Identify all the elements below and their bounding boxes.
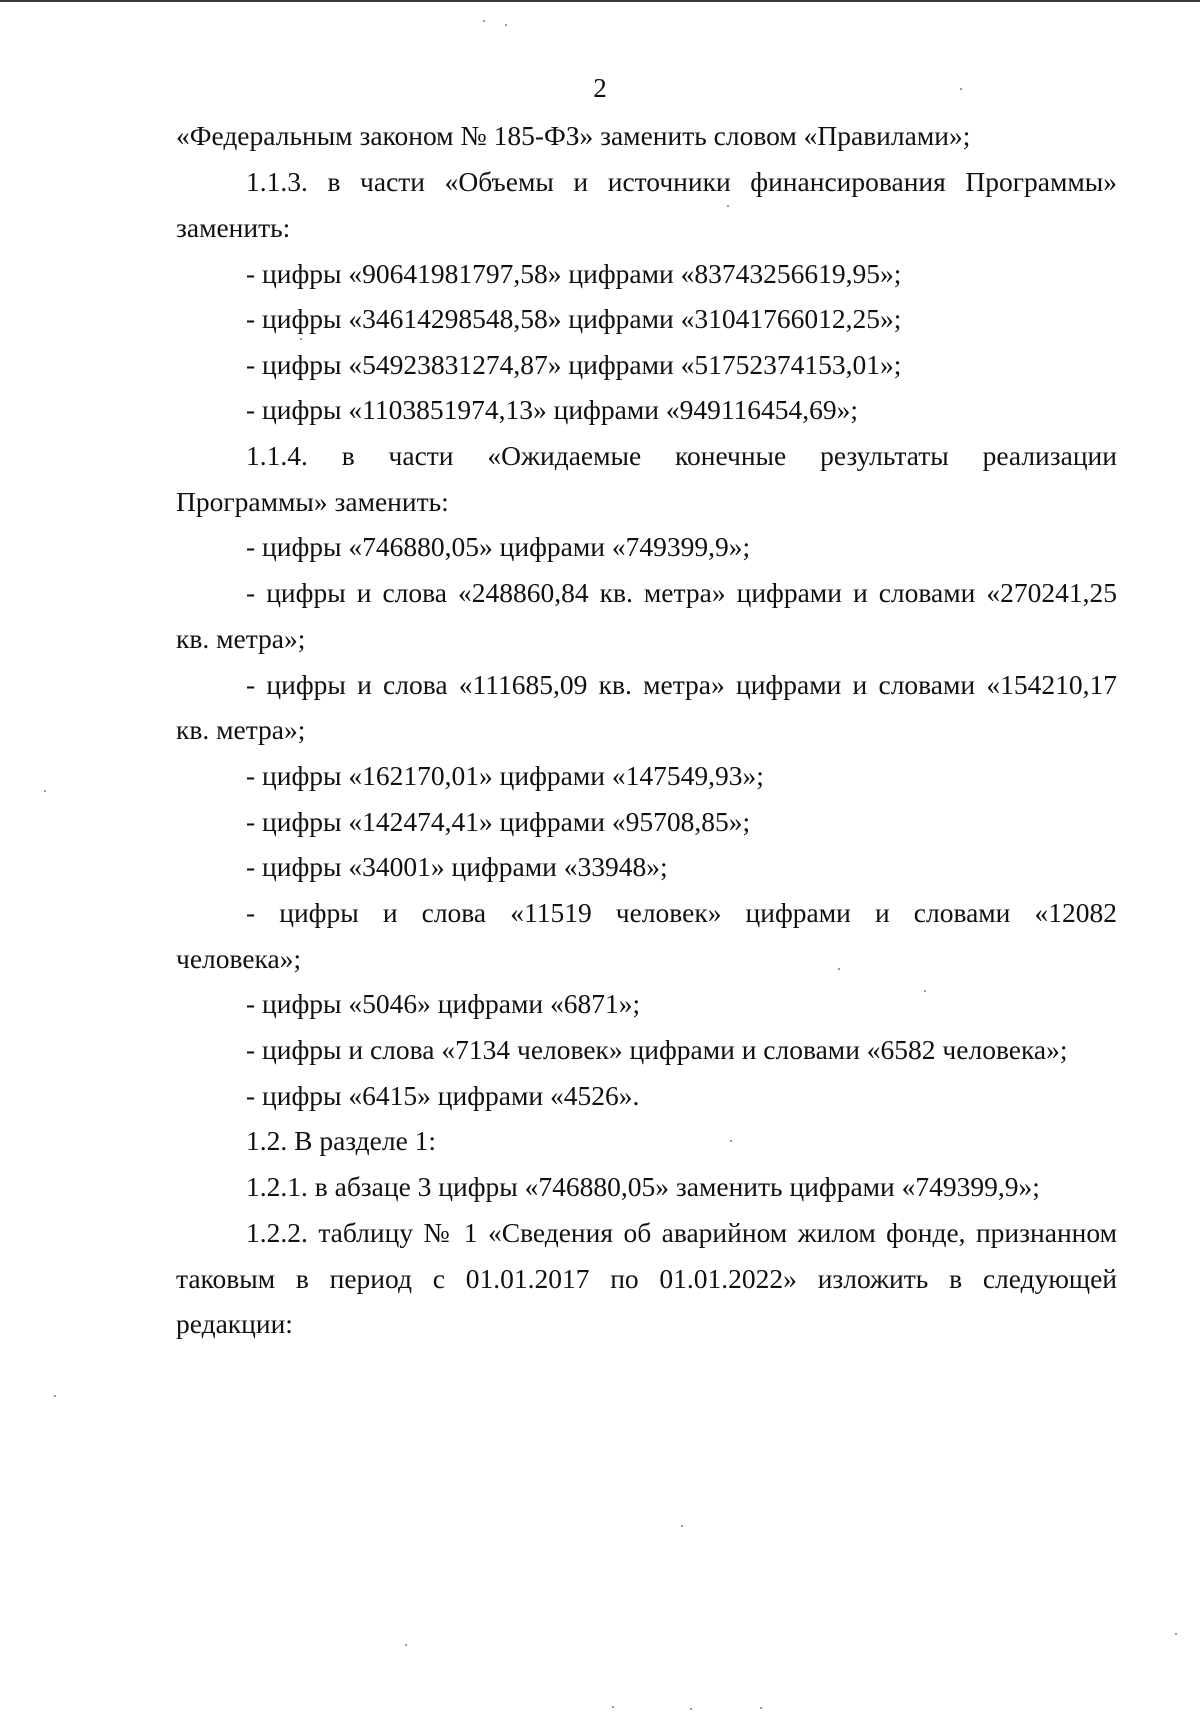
scan-speck (505, 24, 507, 26)
text-line: - цифры и слова «248860,84 кв. метра» цифрами и словами «270241,25 (246, 577, 1117, 608)
text-line: человека»; (176, 943, 302, 974)
text-line: - цифры «54923831274,87» цифрами «51752374153,01»; (246, 349, 902, 380)
text-line: 1.2.1. в абзаце 3 цифры «746880,05» заменить цифрами «749399,9»; (246, 1171, 1040, 1202)
scan-speck (730, 1140, 732, 1142)
page-number: 2 (593, 73, 607, 103)
scan-speck (44, 790, 46, 792)
scan-speck (838, 968, 840, 970)
text-line: - цифры «746880,05» цифрами «749399,9»; (246, 531, 751, 562)
text-line: таковым в период с 01.01.2017 по 01.01.2022» изложить в следующей (176, 1263, 1117, 1294)
text-line: 1.2.2. таблицу № 1 «Сведения об аварийном жилом фонде, признанном (246, 1217, 1117, 1248)
scan-speck (960, 88, 962, 90)
text-line: 1.1.4. в части «Ожидаемые конечные результаты реализации (246, 440, 1117, 471)
text-line: - цифры «34614298548,58» цифрами «31041766012,25»; (246, 303, 902, 334)
scan-speck (300, 338, 302, 340)
text-line: заменить: (176, 212, 291, 243)
scan-speck (483, 20, 485, 22)
text-line: кв. метра»; (176, 714, 306, 745)
text-line: - цифры и слова «7134 человек» цифрами и словами «6582 человека»; (246, 1034, 1068, 1065)
text-line: - цифры «5046» цифрами «6871»; (246, 988, 641, 1019)
text-line: «Федеральным законом № 185-ФЗ» заменить словом «Правилами»; (176, 120, 971, 151)
text-line: кв. метра»; (176, 623, 306, 654)
scan-speck (690, 1708, 692, 1710)
text-line: - цифры «142474,41» цифрами «95708,85»; (246, 806, 751, 837)
text-line: - цифры и слова «11519 человек» цифрами и словами «12082 (246, 897, 1117, 928)
text-line: 1.2. В разделе 1: (246, 1125, 437, 1156)
scan-speck (1175, 1633, 1177, 1635)
scan-speck (681, 1525, 683, 1527)
text-line: 1.1.3. в части «Объемы и источники финансирования Программы» (246, 166, 1117, 197)
scan-top-edge (0, 0, 1200, 2)
text-line: - цифры «6415» цифрами «4526». (246, 1080, 640, 1111)
text-line: - цифры «90641981797,58» цифрами «83743256619,95»; (246, 258, 902, 289)
scan-speck (727, 205, 729, 207)
text-line: - цифры и слова «111685,09 кв. метра» цифрами и словами «154210,17 (246, 669, 1117, 700)
text-line: редакции: (176, 1308, 293, 1339)
text-line: - цифры «1103851974,13» цифрами «949116454,69»; (246, 394, 859, 425)
text-line: - цифры «34001» цифрами «33948»; (246, 851, 668, 882)
scan-speck (405, 1644, 407, 1646)
scan-speck (760, 1707, 762, 1709)
scan-speck (612, 1706, 614, 1708)
text-line: Программы» заменить: (176, 486, 449, 517)
scan-speck (924, 990, 926, 992)
scan-speck (54, 1395, 56, 1397)
text-line: - цифры «162170,01» цифрами «147549,93»; (246, 760, 764, 791)
